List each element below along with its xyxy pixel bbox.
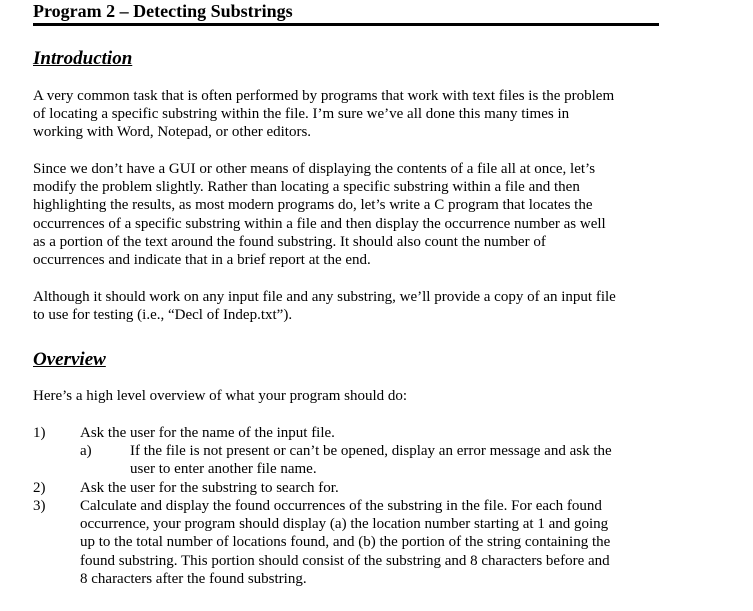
text-line: highlighting the results, as most modern programs do, let’s write a C program that locates the xyxy=(33,197,593,214)
text-line: Calculate and display the found occurrences of the substring in the file. For each found xyxy=(80,498,602,514)
text-line: user to enter another file name. xyxy=(130,461,317,478)
text-line: as a portion of the text around the found substring. It should also count the number of xyxy=(33,233,546,250)
intro-paragraph-3 xyxy=(33,288,663,324)
text-line: Here’s a high level overview of what your program should do: xyxy=(33,388,408,404)
text-line: of locating a specific substring within the file. I’m sure we’ve all done this many times in xyxy=(33,106,570,123)
overview-intro xyxy=(33,387,663,405)
list-number: 3) xyxy=(33,498,46,514)
text-line: Ask the user for the name of the input file. xyxy=(80,425,335,441)
text-line: occurrences and indicate that in a brief report at the end. xyxy=(33,252,371,269)
text-line: Although it should work on any input file and any substring, we’ll provide a copy of an input file xyxy=(33,289,616,305)
text-line: working with Word, Notepad, or other editors. xyxy=(33,124,312,141)
text-line: found substring. This portion should consist of the substring and 8 characters before and xyxy=(80,552,610,569)
page-title: Program 2 – Detecting Substrings xyxy=(33,1,659,26)
text-line: A very common task that is often performed by programs that work with text files is the problem xyxy=(33,88,615,104)
introduction-heading: Introduction xyxy=(33,48,133,69)
text-line: up to the total number of locations found, and (b) the portion of the string containing the xyxy=(80,534,611,551)
list-item xyxy=(33,424,673,479)
text-line: occurrence, your program should display (a) the location number starting at 1 and going xyxy=(80,516,609,533)
list-item xyxy=(33,497,673,589)
list-number: 2) xyxy=(33,480,46,496)
sub-list-letter: a) xyxy=(80,443,92,460)
list-item xyxy=(33,479,673,498)
overview-heading: Overview xyxy=(33,349,106,370)
text-line: If the file is not present or can’t be opened, display an error message and ask the xyxy=(130,443,612,460)
text-line: Since we don’t have a GUI or other means of displaying the contents of a file all at once, let’s xyxy=(33,161,596,177)
intro-paragraph-2 xyxy=(33,160,663,269)
text-line: 8 characters after the found substring. xyxy=(80,570,307,587)
intro-paragraph-1 xyxy=(33,87,663,142)
text-line: Ask the user for the substring to search for. xyxy=(80,480,339,496)
text-line: to use for testing (i.e., “Decl of Indep.txt”). xyxy=(33,307,293,324)
list-number: 1) xyxy=(33,425,46,441)
text-line: modify the problem slightly. Rather than locating a specific substring within a file and then xyxy=(33,179,580,196)
text-line: occurrences of a specific substring within a file and then display the occurrence number as well xyxy=(33,215,606,232)
